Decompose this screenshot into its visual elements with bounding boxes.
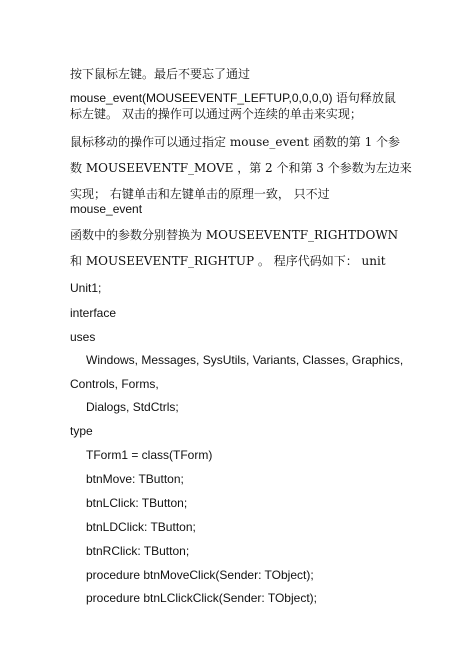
code-line: TForm1 = class(TForm) [86, 448, 213, 462]
code-line: btnRClick: TButton; [86, 544, 190, 558]
text-line: 按下鼠标左键。最后不要忘了通过 [70, 67, 251, 81]
code-line: procedure btnMoveClick(Sender: TObject); [86, 568, 314, 582]
code-line: btnLClick: TButton; [86, 496, 188, 510]
code-line: Unit1; [70, 281, 102, 295]
code-line: btnMove: TButton; [86, 472, 184, 486]
code-line: Controls, Forms, [70, 377, 159, 391]
code-line: btnLDClick: TButton; [86, 520, 196, 534]
code-line: Dialogs, StdCtrls; [86, 400, 179, 414]
text-line: mouse_event [70, 202, 143, 216]
code-line: Windows, Messages, SysUtils, Variants, Classes, Graphics, [86, 353, 404, 367]
text-line: 数 MOUSEEVENTF_MOVE ，第 2 个和第 3 个参数为左边来 [70, 161, 412, 175]
code-line: type [70, 424, 93, 438]
code-line: uses [70, 330, 96, 344]
text-line: 鼠标移动的操作可以通过指定 mouse_event 函数的第 1 个参 [70, 135, 401, 149]
text-line: mouse_event(MOUSEEVENTF_LEFTUP,0,0,0,0) 语句释放鼠 [70, 91, 396, 105]
text-line: 标左键。 双击的操作可以通过两个连续的单击来实现； [70, 107, 362, 121]
text-line: 函数中的参数分别替换为 MOUSEEVENTF_RIGHTDOWN [70, 228, 399, 242]
text-line: 和 MOUSEEVENTF_RIGHTUP 。 程序代码如下： unit [70, 254, 386, 268]
text-line: 实现； 右键单击和左键单击的原理一致， 只不过 [70, 187, 330, 201]
code-line: procedure btnLClickClick(Sender: TObject); [86, 591, 317, 605]
code-line: interface [70, 306, 117, 320]
